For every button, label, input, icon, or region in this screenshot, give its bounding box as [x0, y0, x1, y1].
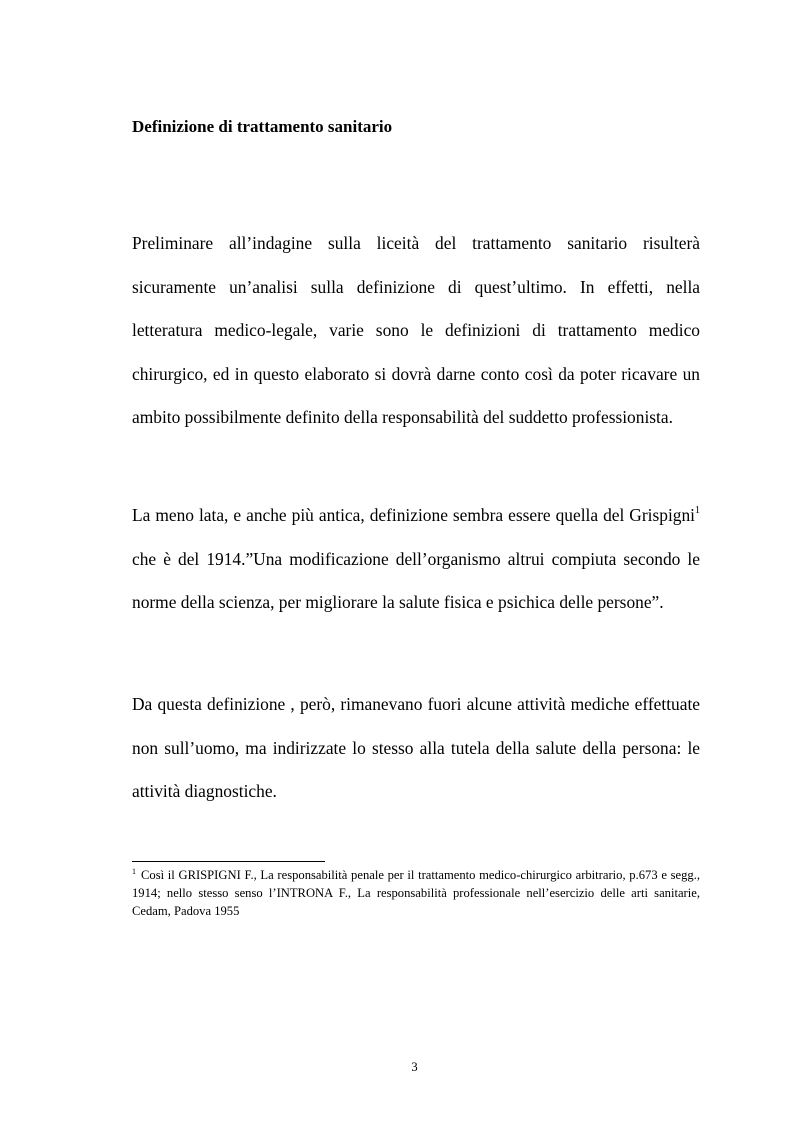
- footnote: [132, 866, 700, 920]
- footnote-text: Così il GRISPIGNI F., La responsabilità penale per il trattamento medico-chirurgico arbitrario, p.673 e segg., 1914; nello stesso senso l’INTRONA F., La responsabilità professionale nell’esercizio delle arti sanitarie, Cedam, Padova 1955: [132, 868, 700, 918]
- paragraph-grispigni-text-before: La meno lata, e anche più antica, definizione sembra essere quella del Grispigni: [132, 505, 695, 525]
- paragraph-grispigni-text-after: che è del 1914.”Una modificazione dell’organismo altrui compiuta secondo le norme della scienza, per migliorare la salute fisica e psichica delle persone”.: [132, 548, 700, 613]
- footnote-mark: 1: [132, 867, 136, 876]
- paragraph-preliminare: Preliminare all’indagine sulla liceità del trattamento sanitario risulterà sicuramente un’analisi sulla definizione di quest’ultimo. In effetti, nella letteratura medico-legale, varie sono le definizioni di trattamento medico chirurgico, ed in questo elaborato si dovrà darne conto così da poter ricavare un ambito possibilmente definito della responsabilità del suddetto professionista.: [132, 233, 700, 428]
- footnote-separator: [132, 861, 325, 862]
- section-heading: Definizione di trattamento sanitario: [132, 117, 393, 136]
- paragraph-definizione: Da questa definizione , però, rimanevano fuori alcune attività mediche effettuate non sull’uomo, ma indirizzate lo stesso alla tutela della salute della persona: le attività diagnostiche.: [132, 694, 700, 802]
- page-number: 3: [411, 1060, 418, 1074]
- footnote-reference: 1: [695, 505, 700, 516]
- paragraph-grispigni: [132, 494, 700, 625]
